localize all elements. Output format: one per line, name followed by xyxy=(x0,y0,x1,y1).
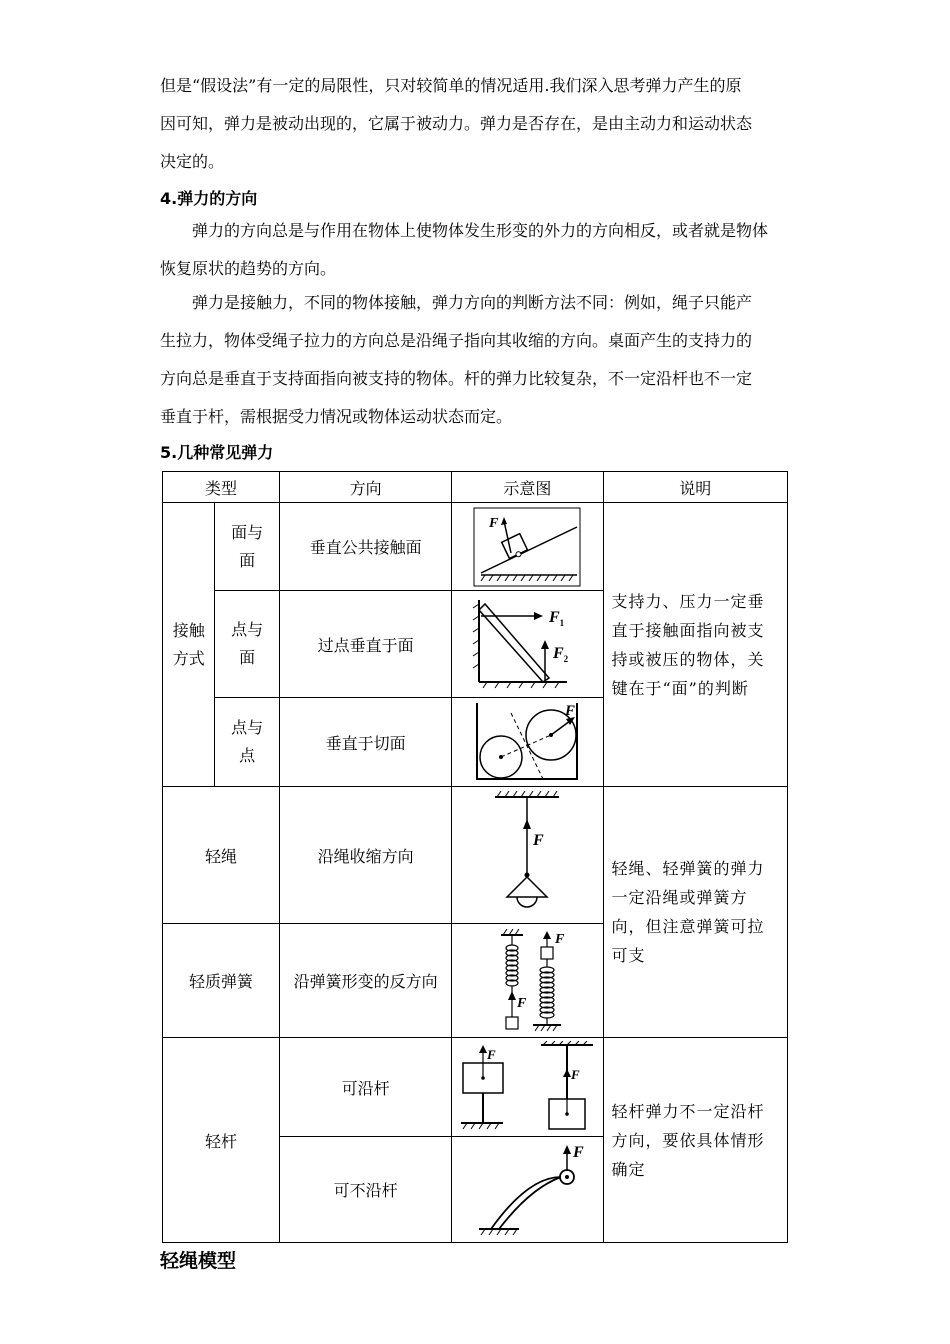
footer-heading: 轻绳模型 xyxy=(160,1250,237,1272)
note-rod: 轻杆弹力不一定沿杆方向，要依具体情形确定 xyxy=(603,1038,788,1243)
type-rod: 轻杆 xyxy=(163,1038,280,1243)
contact-group-label xyxy=(163,503,215,787)
diagram-label-f2: $F_2$ xyxy=(553,645,569,664)
direction-face-face: 垂直公共接触面 xyxy=(279,503,451,591)
direction-spring: 沿弹簧形变的反方向 xyxy=(279,924,451,1038)
header-note: 说明 xyxy=(603,472,788,503)
s4p1-line-2: 恢复原状的趋势的方向。 xyxy=(160,259,337,278)
s4p2-line-1: 弹力是接触力，不同的物体接触，弹力方向的判断方法不同：例如，绳子只能产 xyxy=(192,293,753,312)
contact-group-text: 接触方式 xyxy=(172,620,205,668)
diagram-label-f-rod-b: F xyxy=(571,1067,581,1082)
section-5-heading: 5.几种常见弹力 xyxy=(160,443,274,462)
direction-rod-not-along: 可不沿杆 xyxy=(279,1137,451,1243)
springs-diagram xyxy=(477,929,577,1033)
type-point-face-text: 点与面 xyxy=(231,620,264,667)
bent-rod-diagram xyxy=(465,1141,589,1239)
diagram-point-point xyxy=(452,698,603,787)
diagram-label-f-spring-a: F xyxy=(517,995,527,1011)
section-4-heading: 4.弹力的方向 xyxy=(160,189,258,208)
diagram-label-f1: $F_1$ xyxy=(549,609,565,628)
intro-line-1: 但是“假设法”有一定的局限性，只对较简单的情况适用.我们深入思考弹力产生的原 xyxy=(160,76,742,95)
direction-point-point: 垂直于切面 xyxy=(279,698,451,787)
section-4-paragraph-1 xyxy=(160,212,790,288)
diagram-point-face xyxy=(452,591,603,698)
note-contact: 支持力、压力一定垂直于接触面指向被支持或被压的物体，关键在于“面”的判断 xyxy=(603,503,788,787)
two-balls-diagram xyxy=(471,701,583,783)
s4p2-line-2: 生拉力，物体受绳子拉力的方向总是沿绳子指向其收缩的方向。桌面产生的支持力的 xyxy=(160,331,753,350)
diagram-label-f-spring-b: F xyxy=(555,931,565,947)
table-row-face-face xyxy=(163,503,788,591)
elastic-force-table xyxy=(162,471,788,1243)
section-4-paragraph-2 xyxy=(160,284,790,436)
type-point-point xyxy=(215,698,280,787)
type-rope: 轻绳 xyxy=(163,787,280,924)
diagram-rod-not-along xyxy=(452,1137,603,1243)
type-point-face xyxy=(215,591,280,698)
header-diagram: 示意图 xyxy=(452,472,603,503)
diagram-label-f: F xyxy=(489,515,499,531)
incline-block-diagram xyxy=(473,507,581,587)
diagram-label-f-bent: F xyxy=(573,1143,585,1161)
hanging-lamp-diagram xyxy=(477,791,577,919)
s4p1-line-1: 弹力的方向总是与作用在物体上使物体发生形变的外力的方向相反，或者就是物体 xyxy=(192,221,769,240)
intro-line-3: 决定的。 xyxy=(160,152,225,171)
direction-rod-along: 可沿杆 xyxy=(279,1038,451,1137)
diagram-spring xyxy=(452,924,603,1038)
diagram-rope xyxy=(452,787,603,924)
header-type: 类型 xyxy=(163,472,280,503)
rod-block-diagram xyxy=(457,1041,597,1133)
table-row-rope xyxy=(163,787,788,924)
type-spring: 轻质弹簧 xyxy=(163,924,280,1038)
header-direction: 方向 xyxy=(279,472,451,503)
leaning-rod-diagram xyxy=(471,596,583,692)
s4p2-line-4: 垂直于杆，需根据受力情况或物体运动状态而定。 xyxy=(160,407,513,426)
table-row-rod-along xyxy=(163,1038,788,1137)
diagram-face-face xyxy=(452,503,603,591)
diagram-rod-along xyxy=(452,1038,603,1137)
intro-line-2: 因可知，弹力是被动出现的，它属于被动力。弹力是否存在，是由主动力和运动状态 xyxy=(160,114,753,133)
diagram-label-f-rope: F xyxy=(533,832,545,849)
table-header-row xyxy=(163,472,788,503)
note-rope-spring: 轻绳、轻弹簧的弹力一定沿绳或弹簧方向，但注意弹簧可拉可支 xyxy=(603,787,788,1038)
direction-rope: 沿绳收缩方向 xyxy=(279,787,451,924)
diagram-label-f-rod-a: F xyxy=(487,1047,497,1062)
intro-paragraph xyxy=(160,67,790,181)
s4p2-line-3: 方向总是垂直于支持面指向被支持的物体。杆的弹力比较复杂，不一定沿杆也不一定 xyxy=(160,369,753,388)
diagram-label-f-ball: F xyxy=(565,703,576,719)
type-face-face-text: 面与面 xyxy=(231,522,264,570)
type-point-point-text: 点与点 xyxy=(231,718,264,765)
type-face-face xyxy=(215,503,280,591)
direction-point-face: 过点垂直于面 xyxy=(279,591,451,698)
